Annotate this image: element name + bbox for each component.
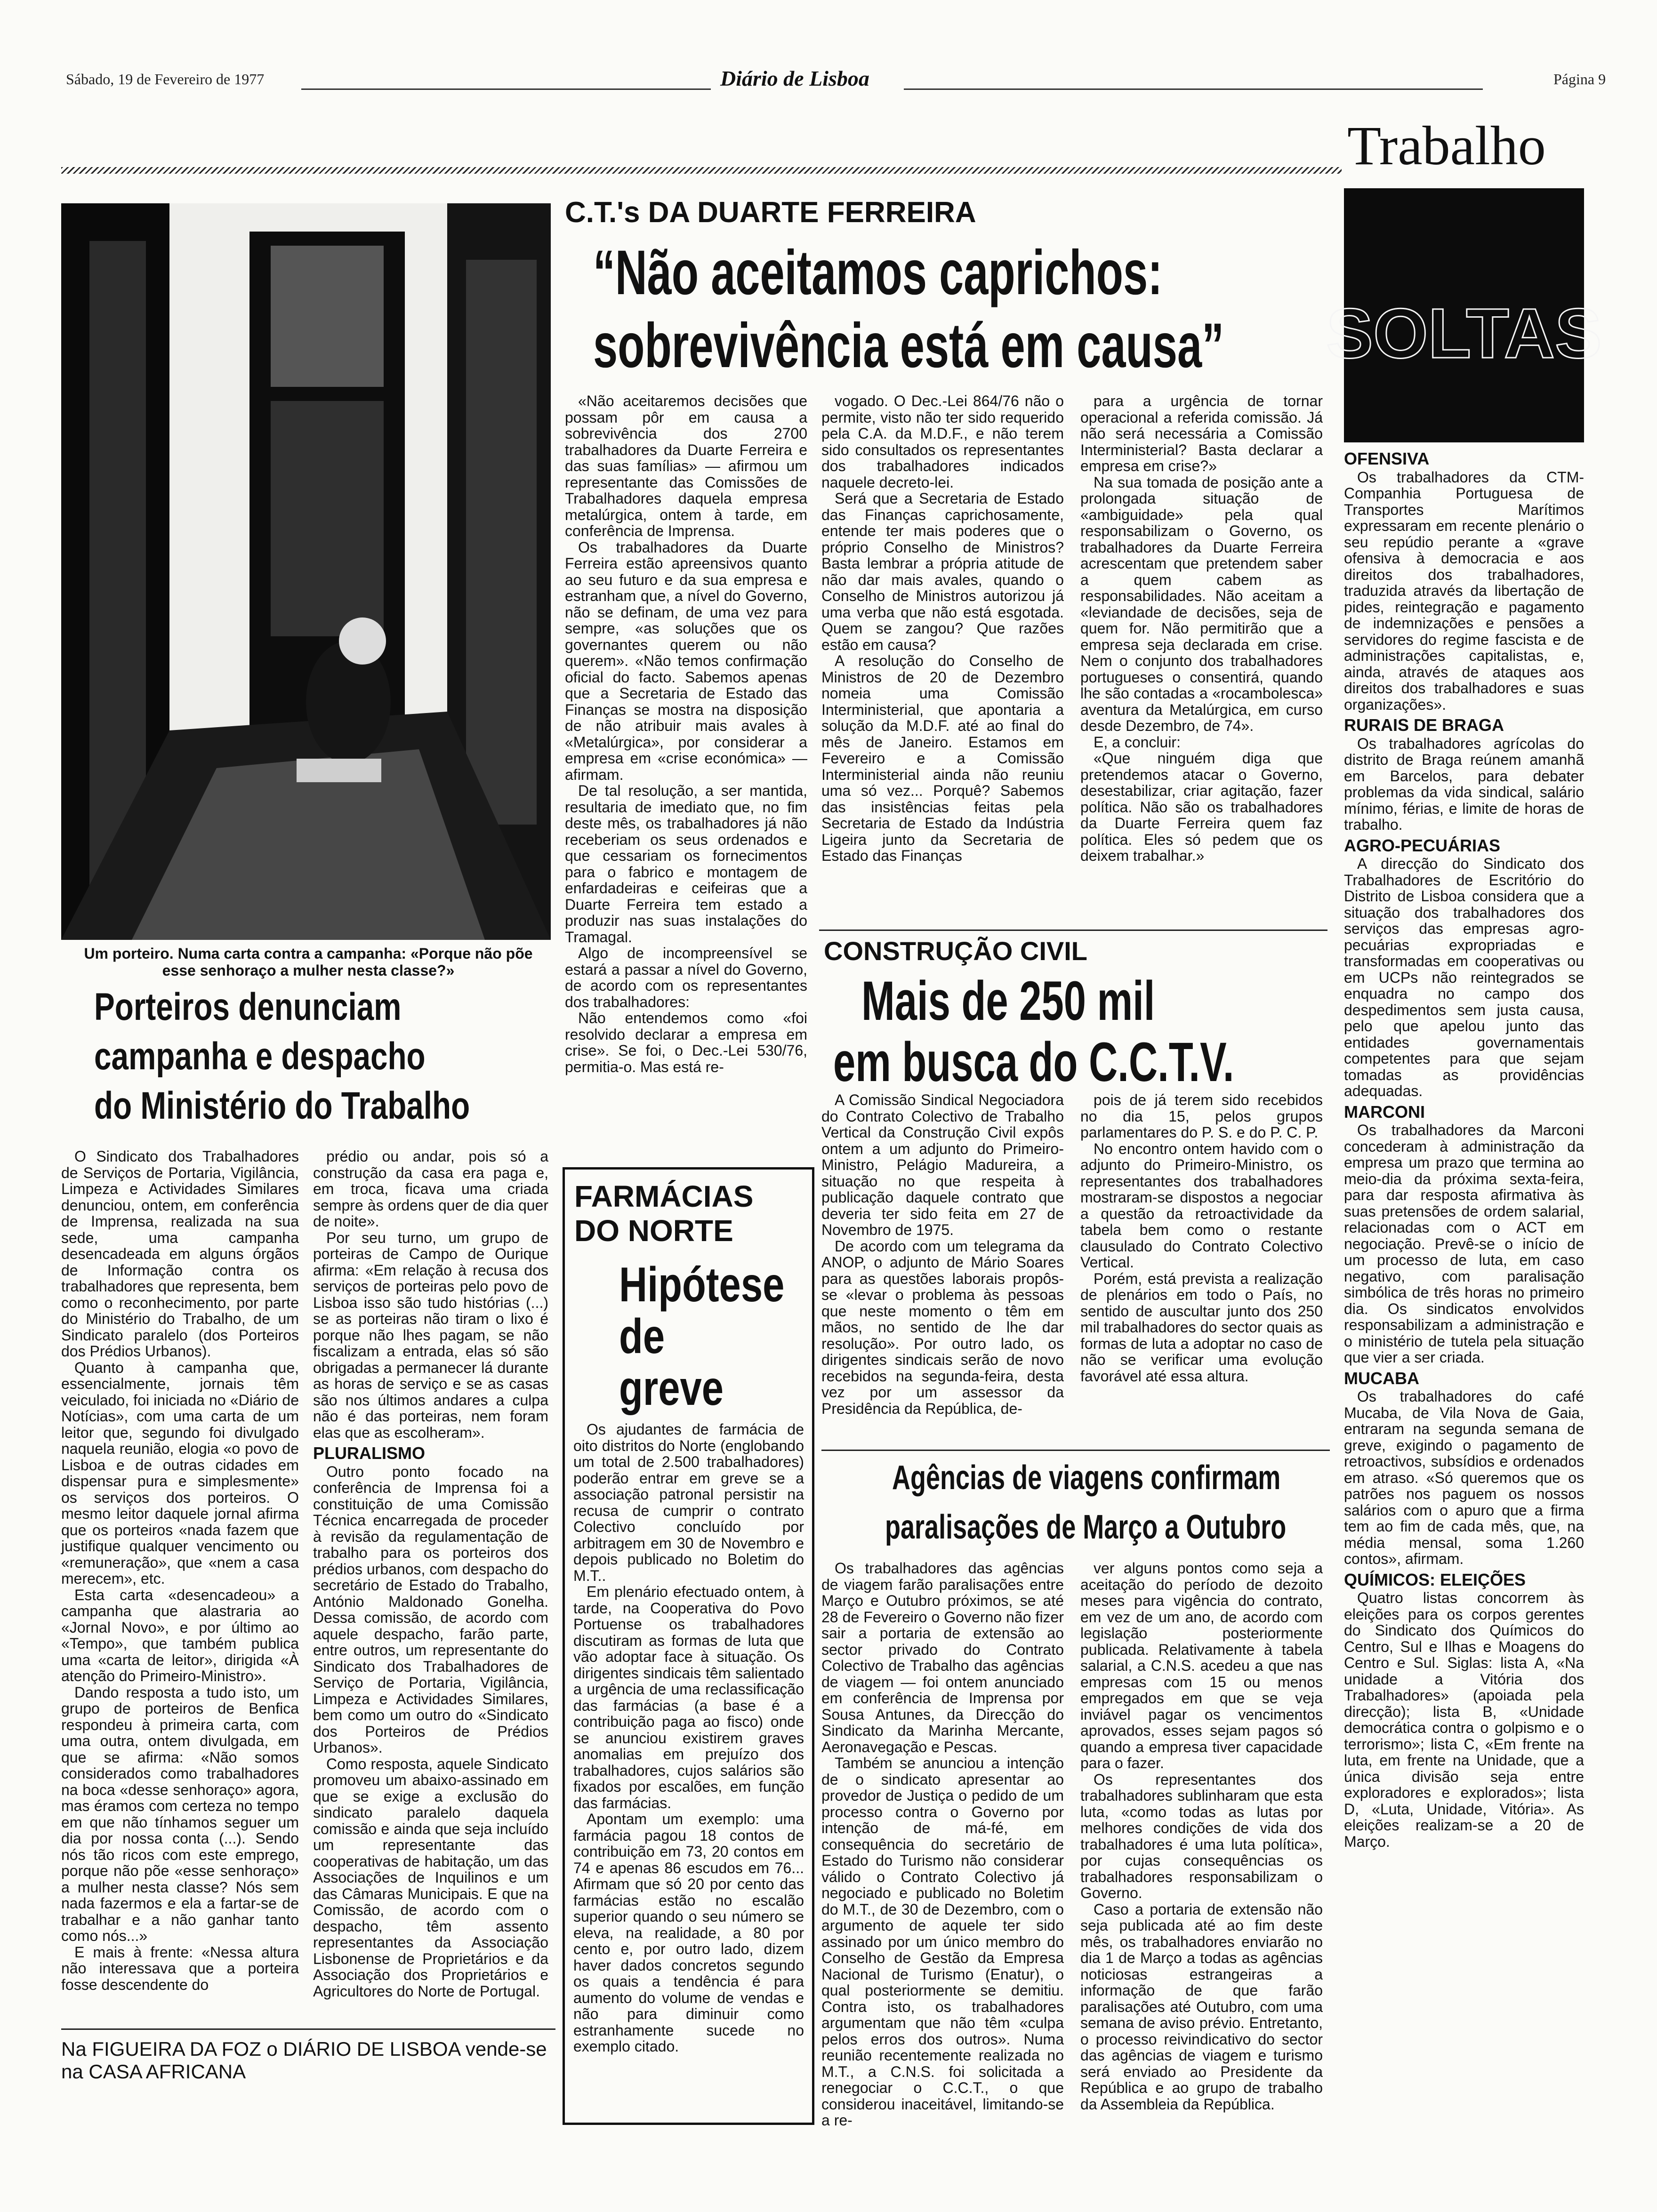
paragraph: «Que ninguém diga que pretendemos atacar o Governo, desestabilizar, criar agitação, fazer política. Não são os trabalhadores da Duarte Ferreira quem faz política. Eles só pedem que os deixem trabalhar.» [1080, 750, 1323, 864]
paragraph: Outro ponto focado na conferência de Imprensa foi a constituição de uma Comissão Técnica encarregada de proceder à revisão da regulamentação de trabalho para os porteiros dos prédios urbanos, com despacho do secretário de Estado do Trabalho, António Maldonado Gonelha. Dessa comissão, de acordo com aquele despacho, farão parte, entre outros, um representante do Sindicato dos Trabalhadores de Serviço de Portaria, Vigilância, Limpeza e Actividades Similares, bem como um outro do «Sindicato dos Porteiros de Prédios Urbanos». [313, 1463, 548, 1756]
porter-photo [61, 203, 551, 940]
newspaper-title: Diário de Lisboa [720, 66, 869, 90]
soltas-logo-text: SOLTAS [1326, 294, 1602, 373]
paragraph: Dando resposta a tudo isto, um grupo de porteiros de Benfica respondeu à primeira carta, com uma outra, ontem divulgada, em que se afirma: «Não somos considerados como trabalhadores na boca «desse senhoraço» agora, mas éramos com certeza no tempo em que não tínhamos seguer um dia por nossa conta (...). Sendo nós tão ricos com este emprego, porque não põe «esse senhoraço» a mulher nesta classe? Nós sem nada fazermos e ela a fartar-se de trabalhar e a não ganhar tanto como nós...» [61, 1683, 299, 1944]
paragraph: Também se anunciou a intenção de o sindicato apresentar ao provedor de Justiça o pedido de um processo contra o Governo por intenção de má-fé, em consequência do secretário de Estado do Turismo não considerar válido o Contrato Colectivo já negociado e publicado no Boletim do M.T., de 30 de Dezembro, com o argumento de aquele ter sido assinado por um único membro do Conselho de Gestão da Empresa Nacional de Turismo (Enatur), o qual posteriormente se demitiu. Contra isto, os trabalhadores argumentam que não têm «culpa pelos erros dos outros». Numa reunião recentemente realizada no M.T., a C.N.S. foi solicitada a renegociar o C.C.T., o que considerou inaceitável, limitando-se a re- [821, 1755, 1064, 2129]
construcao-column-2 [1080, 1092, 1323, 1426]
duarte-headline-2: sobrevivência está em causa” [593, 311, 1224, 381]
soltas-item-text: Os trabalhadores agrícolas do distrito de Braga reúnem amanhã em Barcelos, para debater problemas da vida sindical, salário mínimo, férias, e limite de horas de trabalho. [1344, 735, 1584, 833]
paragraph: A resolução do Conselho de Ministros de 20 de Dezembro nomeia uma Comissão Interministerial, que apontaria a solução da M.D.F. até ao final do mês de Janeiro. Estamos em Fevereiro e a Comissão Interministerial ainda não reuniu uma só vez... Porquê? Sabemos das insistências feitas pela Secretaria de Estado da Indústria Ligeira junto da Secretaria de Estado das Finanças [821, 652, 1064, 864]
paragraph: Algo de incompreensível se estará a passar a nível do Governo, de acordo com os representantes dos trabalhadores: [565, 945, 807, 1010]
paragraph: Apontam um exemplo: uma farmácia pagou 18 contos de contribuição em 73, 20 contos em 74 e apenas 86 escudos em 76... Afirmam que só 20 por cento das farmácias estão no escalão superior quando o seu número se eleva, na realidade, a 80 por cento e, por outro lado, dizem haver dados concretos segundo os quais a tendência é para aumento do volume de vendas e não para diminuir como estranhamente sucede no exemplo citado. [573, 1811, 804, 2055]
paragraph: Esta carta «desencadeou» a campanha que alastraria ao «Jornal Novo», e por último ao «Tempo», que também publica uma «carta de leitor», dirigida «À atenção do Primeiro-Ministro». [61, 1586, 299, 1684]
paragraph: prédio ou andar, pois só a construção da casa era paga e, em troca, ficava uma criada sempre às ordens quer de dia quer de noite». [313, 1148, 548, 1230]
masthead-rule-left [301, 88, 711, 90]
photo-caption: Um porteiro. Numa carta contra a campanha: «Porque não põe esse senhoraço a mulher nesta classe?» [84, 945, 533, 979]
farmacias-kicker-2: DO NORTE [574, 1214, 733, 1248]
masthead-rule-right [904, 88, 1483, 90]
soltas-item-text: Quatro listas concorrem às eleições para os corpos gerentes do Sindicato dos Químicos do Centro, Sul e Ilhas e Moagens do Centro e Sul. Siglas: lista A, «Na unidade a Vitória dos Trabalhadores» (apoiada pela direcção); lista B, «Unidade democrática contra o golpismo e o terrorismo»; lista C, «Em frente na luta, em frente na Unidade, que a única divisão seja entre exploradores e explorados»; lista D, «Luta, Unidade, Vitória». As eleições realizam-se a 20 de Março. [1344, 1589, 1584, 1850]
soltas-item-title: QUÍMICOS: ELEIÇÕES [1344, 1570, 1526, 1589]
farmacias-body [573, 1421, 804, 2113]
paragraph: O Sindicato dos Trabalhadores de Serviços de Portaria, Vigilância, Limpeza e Actividades Similares denunciou, ontem, em conferência de Imprensa, realizada na sua sede, uma campanha desencadeada em alguns órgãos de Informação contra os trabalhadores que representa, bem como o reconhecimento, por parte do Ministério do Trabalho, de um Sindicato paralelo (dos Porteiros dos Prédios Urbanos). [61, 1148, 299, 1360]
paragraph: Os representantes dos trabalhadores sublinharam que esta luta, «como todas as lutas por melhores condições de vida dos trabalhadores é uma luta política», por cujas consequências os trabalhadores responsabilizam o Governo. [1080, 1771, 1323, 1901]
agencias-rule [821, 1450, 1330, 1451]
paragraph: Será que a Secretaria de Estado das Finanças caprichosamente, entende ter mais poderes que o próprio Conselho de Ministros? Basta lembrar a própria atitude de não dar mais avales, quando o Conselho de Ministros autorizou já uma verba que não está esgotada. Quem se zangou? Que razões estão em causa? [821, 490, 1064, 653]
construcao-headline-1: Mais de 250 mil [861, 970, 1155, 1032]
paragraph: Não entendemos como «foi resolvido declarar a empresa em crise». Se foi, o Dec.-Lei 530/76, permitia-o. Mas está re- [565, 1010, 807, 1075]
paragraph: De acordo com um telegrama da ANOP, o adjunto de Mário Soares para as questões laborais propôs-se «levar o problema às pessoas que neste momento o têm em mãos, no sentido de lhe dar resolução». Por outro lado, os dirigentes sindicais serão de novo recebidos na segunda-feira, desta vez por um assessor da Presidência da República, de- [821, 1237, 1064, 1417]
soltas-item-title: MARCONI [1344, 1102, 1425, 1122]
footer-rule [61, 2028, 555, 2030]
duarte-column-2 [821, 393, 1064, 913]
porteiros-column-1 [61, 1148, 299, 2012]
paragraph: No encontro ontem havido com o adjunto do Primeiro-Ministro, os representantes dos trabalhadores mostraram-se dispostos a negociar a questão da retroactividade da tabela bem como o restante clausulado do Contrato Colectivo Vertical. [1080, 1140, 1323, 1271]
construcao-headline-2: em busca do C.C.T.V. [833, 1031, 1234, 1093]
paragraph: para a urgência de tornar operacional a referida comissão. Já não será necessária a Comissão Interministerial? Basta declarar a empresa em crise?» [1080, 393, 1323, 474]
paragraph: A Comissão Sindical Negociadora do Contrato Colectivo de Trabalho Vertical da Construção Civil expôs ontem a um adjunto do Primeiro-Ministro, Pelágio Madureira, a situação no que respeita à publicação daquele contrato que deveria ter sido feita em 27 de Novembro de 1975. [821, 1091, 1064, 1238]
paragraph: Os trabalhadores das agências de viagem farão paralisações entre Março e Outubro próximos, se até 28 de Fevereiro o Governo não fizer sair a portaria de extensão ao sector privado do Contrato Colectivo de Trabalho das agências de viagem — foi ontem anunciado em conferência de Imprensa por Sousa Antunes, da Direcção do Sindicato da Marinha Mercante, Aeronavegação e Pescas. [821, 1560, 1064, 1755]
porteiros-headline-1: Porteiros denunciam [94, 986, 402, 1028]
paragraph: Na sua tomada de posição ante a prolongada situação de «ambiguidade» pela qual responsabilizam o Governo, os trabalhadores da Duarte Ferreira acrescentam que pretendem saber a quem cabem as responsabilidades. Não aceitam a «leviandade de decisões, seja de quem for. Não permitirão que a empresa seja declarada em crise. Nem o conjunto dos trabalhadores portugueses o consentirá, quando lhe são contadas a «rocambolesca» aventura da Metalúrgica, em curso desde Dezembro, de 74». [1080, 473, 1323, 734]
construcao-rule [819, 930, 1327, 931]
construcao-kicker: CONSTRUÇÃO CIVIL [824, 936, 1087, 966]
paragraph: Em plenário efectuado ontem, à tarde, na Cooperativa do Povo Portuense os trabalhadores discutiram as formas de luta que vão adoptar face à situação. Os dirigentes sindicais têm salientado a urgência de uma reclassificação das farmácias (a base é a contribuição paga ao fisco) onde se anunciou existirem graves anomalias em prejuízo dos trabalhadores, cujos salários são fixados por escalões, em função das farmácias. [573, 1583, 804, 1811]
farmacias-headline-3: greve [619, 1361, 724, 1416]
paragraph: Como resposta, aquele Sindicato promoveu um abaixo-assinado em que se exige a exclusão do sindicato paralelo daquela comissão e ainda que seja incluído um representante das cooperativas de habitação, um das Associações de Inquilinos e um das Câmaras Municipais. E que na Comissão, de acordo com o despacho, têm assento representantes da Associação Lisbonense de Proprietários e da Associação dos Proprietários e Agricultores do Norte de Portugal. [313, 1755, 548, 2000]
duarte-kicker: C.T.'s DA DUARTE FERREIRA [565, 196, 976, 229]
page-number: Página 9 [1553, 71, 1606, 88]
section-stripe [61, 167, 1342, 174]
soltas-logo [1326, 188, 1602, 442]
paragraph: Os ajudantes de farmácia de oito distritos do Norte (englobando um total de 2.500 trabalhadores) poderão entrar em greve se a associação patronal persistir na recusa de cumprir o contrato Colectivo concluído por arbitragem em 30 de Novembro e depois publicado no Boletim do M.T.. [573, 1421, 804, 1584]
paragraph: Porém, está prevista a realização de plenários em todo o País, no sentido de auscultar junto dos 250 mil trabalhadores do sector quais as formas de luta a adoptar no caso de não se verificar uma evolução favorável até essa altura. [1080, 1270, 1323, 1385]
paragraph: E, a concluir: [1094, 733, 1181, 751]
date-line: Sábado, 19 de Fevereiro de 1977 [66, 71, 265, 88]
duarte-column-3 [1080, 393, 1323, 913]
farmacias-kicker-1: FARMÁCIAS [574, 1179, 754, 1213]
soltas-column [1344, 451, 1584, 2192]
section-title: Trabalho [1347, 115, 1546, 176]
soltas-item-title: RURAIS DE BRAGA [1344, 715, 1504, 735]
soltas-item-text: A direcção do Sindicato dos Trabalhadores de Escritório do Distrito de Lisboa considera que a situação dos trabalhadores dos serviços das empresas agro-pecuárias expropriadas e transformadas em cooperativas ou em UCPs não reintegrados se enquadra no campo dos despedimentos sem justa causa, pelo que apelou junto das entidades governamentais competentes para que sejam tomadas as providências adequadas. [1344, 855, 1584, 1099]
pluralismo-subheading: PLURALISMO [313, 1443, 425, 1463]
paragraph: Caso a portaria de extensão não seja publicada até ao fim deste mês, os trabalhadores enviarão no dia 1 de Março a todas as agências noticiosas estrangeiras a informação de que farão paralisações até Outubro, com uma semana de aviso prévio. Entretanto, o processo reivindicativo do sector das agências de viagem e turismo será enviado ao Presidente da República e ao grupo de trabalho da Assembleia da República. [1080, 1900, 1323, 2113]
farmacias-box [563, 1167, 814, 2125]
paragraph: Por seu turno, um grupo de porteiras de Campo de Ourique afirma: «Em relação à recusa dos serviços de porteiras pelo povo de Lisboa isso são tudo histórias (...) se as porteiras não tiram o lixo é porque não lhes pagam, se não fiscalizam a entrada, elas só são obrigadas a permanecer lá durante as horas de serviço e se as casas são nos últimos andares a culpa não é das porteiras, nem foram elas que as escolheram». [313, 1229, 548, 1441]
soltas-item-title: MUCABA [1344, 1368, 1419, 1388]
soltas-item-text: Os trabalhadores da Marconi concederam à administração da empresa um prazo que termina ao meio-dia da próxima sexta-feira, para dar resposta afirmativa às suas pretensões de ordem salarial, relacionadas com o ACT em negociação. Prevê-se o início de um processo de luta, em caso negativo, com paralisação simbólica de três horas no primeiro dia. Os sindicatos envolvidos responsabilizam a administração e o ministério de tutela pela situação que vier a ser criada. [1344, 1122, 1584, 1366]
farmacias-headline-1: Hipótese [619, 1258, 785, 1312]
porteiros-headline-2: campanha e despacho [94, 1035, 426, 1078]
agencias-headline-2: paralisações de Março a Outubro [885, 1508, 1287, 1546]
paragraph: ver alguns pontos como seja a aceitação do período de dezoito meses para vigência do contrato, em vez de um ano, de acordo com legislação posteriormente publicada. Relativamente à tabela salarial, a C.N.S. acedeu a que nas empresas com 15 ou menos empregados em que se veja inviável pagar os vencimentos aprovados, esses sejam pagos só quando a empresa tiver capacidade para o fazer. [1080, 1560, 1323, 1771]
agencias-column-2 [1080, 1560, 1323, 2167]
construcao-column-1 [821, 1092, 1064, 1426]
soltas-item-text: Os trabalhadores da CTM-Companhia Portuguesa de Transportes Marítimos expressaram em recente plenário o seu repúdio perante a «grave ofensiva à democracia e aos direitos dos trabalhadores, traduzida através da libertação de pides, reintegração e pagamento de indemnizações e pensões a servidores do regime fascista e de administrações capitalistas, e, ainda, através de ataques aos direitos dos trabalhadores e suas organizações». [1344, 468, 1584, 713]
duarte-column-1 [565, 393, 807, 1151]
farmacias-headline-2: de [619, 1309, 665, 1364]
porteiros-column-2 [313, 1148, 548, 2012]
soltas-item-title: AGRO-PECUÁRIAS [1344, 835, 1501, 855]
paragraph: pois de já terem sido recebidos no dia 15, pelos grupos parlamentares do P. S. e do P. C. P. [1080, 1091, 1323, 1141]
paragraph: vogado. O Dec.-Lei 864/76 não o permite, visto não ter sido requerido pela C.A. da M.D.F., e não terem sido consultados os representantes dos trabalhadores indicados naquele decreto-lei. [821, 393, 1064, 491]
paragraph: E mais à frente: «Nessa altura não interessava que a porteira fosse descendente do [61, 1943, 299, 1993]
agencias-column-1 [821, 1560, 1064, 2167]
paragraph: Quanto à campanha que, essencialmente, jornais têm veiculado, foi iniciada no «Diário de Notícias», com uma carta de um leitor que, segundo foi divulgado naquela reunião, elogia «o povo de Lisboa e de outras cidades em dispensar pura e simplesmente» os serviços dos porteiros. O mesmo leitor daquele jornal afirma que os porteiros «nada fazem que justifique qualquer vencimento ou «remuneração», que «nem a casa merecem», etc. [61, 1359, 299, 1587]
duarte-headline-1: “Não aceitamos caprichos: [593, 238, 1163, 308]
figueira-sales-note: Na FIGUEIRA DA FOZ o DIÁRIO DE LISBOA vende-se na CASA AFRICANA [61, 2038, 547, 2083]
paragraph: De tal resolução, a ser mantida, resultaria de imediato que, no fim deste mês, os trabalhadores já não receberiam os seus ordenados e que cessariam os fornecimentos para o fabrico e montagem de enfardadeiras e ceifeiras que a Duarte Ferreira tem estado a produzir nas suas instalações do Tramagal. [565, 782, 807, 946]
paragraph: «Não aceitaremos decisões que possam pôr em causa a sobrevivência dos 2700 trabalhadores da Duarte Ferreira e das suas famílias» — afirmou um representante das Comissões de Trabalhadores daquela empresa metalúrgica, ontem à tarde, em conferência de Imprensa. [565, 393, 807, 539]
soltas-logo-graphic [1326, 188, 1602, 442]
soltas-item-text: Os trabalhadores do café Mucaba, de Vila Nova de Gaia, entraram na segunda semana de greve, exigindo o pagamento de retroactivos, subsídios e ordenados em atraso. «Só queremos que os patrões nos paguem os nossos salários com o apuro que a firma tem ao fim de cada mês, que, na média mensal, soma 1.260 contos», afirmam. [1344, 1388, 1584, 1567]
paragraph: Os trabalhadores da Duarte Ferreira estão apreensivos quanto ao seu futuro e da sua empresa e estranham que, a nível do Governo, não se definam, de uma vez para sempre, «as soluções que os governantes querem ou não querem». «Não temos confirmação oficial do facto. Sabemos apenas que a Secretaria de Estado das Finanças se mostra na disposição de não atribuir mais avales à «Metalúrgica», por considerar a empresa em «crise económica» — afirmam. [565, 538, 807, 783]
agencias-headline-1: Agências de viagens confirmam [892, 1459, 1281, 1497]
soltas-item-title: OFENSIVA [1344, 449, 1430, 468]
porteiros-headline-3: do Ministério do Trabalho [94, 1084, 470, 1127]
